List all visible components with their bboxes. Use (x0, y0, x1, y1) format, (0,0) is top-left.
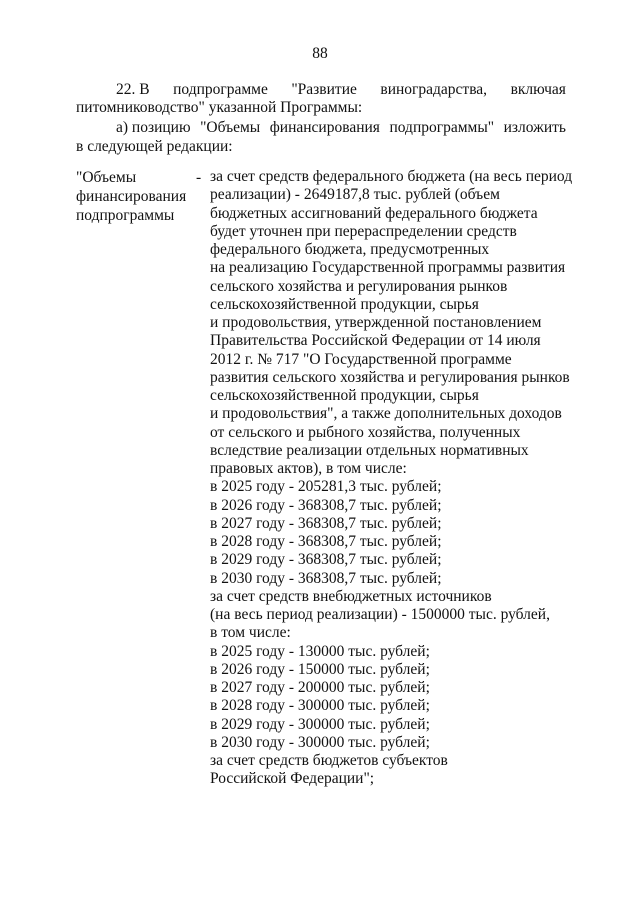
text-line: реализации) - 2649187,8 тыс. рублей (объем (210, 186, 500, 204)
text-line: Правительства Российской Федерации от 14 июля (210, 332, 541, 350)
text-line: в 2026 году - 150000 тыс. рублей; (210, 660, 430, 678)
item-22-word: включая (510, 81, 566, 98)
text-line: в 2028 году - 368308,7 тыс. рублей; (210, 533, 442, 550)
text-line: в 2027 году - 368308,7 тыс. рублей; (210, 514, 442, 532)
item-a-line-2: в следующей редакции: (76, 138, 233, 155)
text-line: в 2029 году - 368308,7 тыс. рублей; (210, 551, 442, 569)
text-line: 2012 г. № 717 "О Государственной программе (210, 350, 512, 368)
text-line: сельскохозяйственной продукции, сырья (210, 295, 479, 313)
text-line: вследствие реализации отдельных нормативных (210, 441, 529, 459)
text-line: в том числе: (210, 624, 291, 642)
text-line: сельскохозяйственной продукции, сырья (210, 387, 479, 404)
item-a-word: изложить (503, 119, 566, 136)
text-line: (на весь период реализации) - 1500000 тыс. рублей, (210, 606, 550, 623)
item-a-word: а) позицию (116, 119, 191, 136)
text-line: развития сельского хозяйства и регулирования рынков (210, 368, 570, 386)
text-line: в 2027 году - 200000 тыс. рублей; (210, 679, 430, 696)
item-22-word: 22. В (116, 81, 150, 98)
item-a-word: финансирования (269, 119, 380, 136)
position-text (210, 168, 580, 789)
item-a-line-1 (116, 119, 566, 137)
text-line: будет уточнен при перераспределении средств (210, 222, 517, 240)
text-line: Российской Федерации"; (210, 770, 375, 788)
text-line: в 2028 году - 300000 тыс. рублей; (210, 697, 430, 715)
position-label (76, 168, 186, 225)
text-line: сельского хозяйства и регулирования рынков (210, 277, 508, 295)
text-line: за счет средств бюджетов субъектов (210, 752, 448, 769)
text-line: в 2030 году - 300000 тыс. рублей; (210, 733, 430, 751)
text-line: в 2029 году - 300000 тыс. рублей; (210, 715, 430, 733)
text-line: в 2026 году - 368308,7 тыс. рублей; (210, 496, 442, 514)
text-line: федерального бюджета, предусмотренных (210, 241, 490, 258)
text-line: правовых актов), в том числе: (210, 460, 407, 477)
item-a-word: "Объемы (200, 119, 261, 136)
item-22-line-2: питомниководство" указанной Программы: (76, 99, 363, 116)
position-label-line: финансирования (76, 188, 187, 205)
separator-dash: - (196, 169, 202, 186)
text-line: в 2025 году - 130000 тыс. рублей; (210, 642, 430, 660)
position-label-line: подпрограммы (76, 207, 175, 224)
text-line: в 2030 году - 368308,7 тыс. рублей; (210, 569, 442, 587)
text-line: за счет средств федерального бюджета (на весь период (210, 168, 573, 185)
text-line: за счет средств внебюджетных источников (210, 587, 492, 605)
item-22-word: "Развитие (291, 81, 357, 98)
text-line: в 2025 году - 205281,3 тыс. рублей; (210, 478, 442, 496)
text-line: и продовольствия", а также дополнительных доходов (210, 405, 562, 423)
item-22-word: виноградарства, (380, 81, 488, 98)
text-line: бюджетных ассигнований федерального бюджета (210, 204, 538, 222)
position-label-line: "Объемы (76, 169, 137, 186)
item-22-line-1 (116, 81, 566, 99)
item-22-word: подпрограмме (173, 81, 268, 98)
text-line: от сельского и рыбного хозяйства, полученных (210, 423, 521, 441)
item-a-word: подпрограммы" (389, 119, 495, 136)
text-line: на реализацию Государственной программы развития (210, 259, 566, 277)
text-line: и продовольствия, утвержденной постановлением (210, 314, 542, 331)
page-number: 88 (312, 45, 328, 62)
